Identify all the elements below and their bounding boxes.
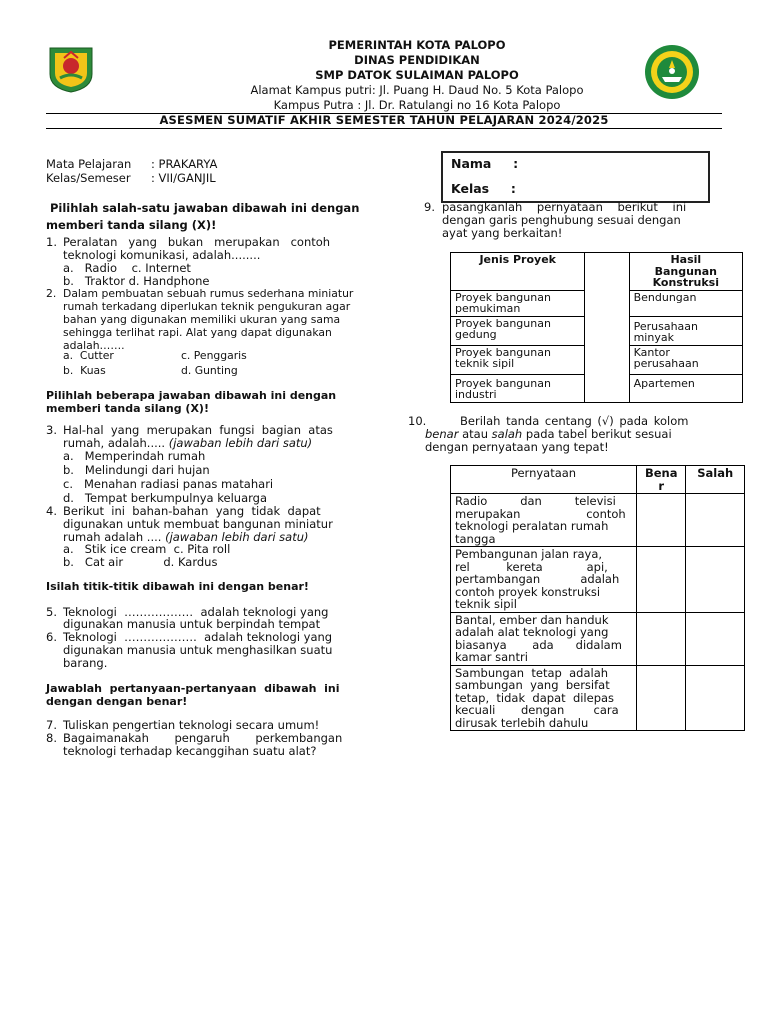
q10-row-1-false-cell[interactable] (686, 494, 745, 547)
section1-instruction-a: Pilihlah salah-satu jawaban dibawah ini dengan (50, 201, 360, 215)
exam-title: ASESMEN SUMATIF AKHIR SEMESTER TAHUN PELAJARAN 2024/2025 (159, 113, 609, 127)
q10-true-false-table (450, 465, 745, 731)
q1-options-bd: b. Traktor d. Handphone (63, 274, 210, 288)
q9-row-3-result: Kantor perusahaan (629, 345, 742, 374)
q9-row-1-project: Proyek bangunan pemukiman (451, 290, 585, 316)
q10-row-3-statement: Bantal, ember dan handuk adalah alat teknologi yang biasanya ada didalam kamar santri (451, 612, 637, 665)
q9-row-4-result: Apartemen (629, 374, 742, 402)
q10-row-3-true-cell[interactable] (637, 612, 686, 665)
q10-row-2-statement: Pembangunan jalan raya, rel kereta api, pertambangan adalah contoh proyek konstruksi teknik sipil (451, 547, 637, 613)
q10-row-4-false-cell[interactable] (686, 665, 745, 731)
section2-instruction-a: Pilihlah beberapa jawaban dibawah ini dengan (46, 389, 337, 402)
q10-row-4-true-cell[interactable] (637, 665, 686, 731)
q10-col-false: Salah (686, 466, 745, 494)
q9-row-1-result: Bendungan (629, 290, 742, 316)
header-government: PEMERINTAH KOTA PALOPO (328, 38, 506, 52)
header-department: DINAS PENDIDIKAN (354, 53, 480, 67)
q10-col-statement: Pernyataan (451, 466, 637, 494)
q9-row-4-project: Proyek bangunan industri (451, 374, 585, 402)
q9-connector-column[interactable] (585, 253, 629, 403)
q10-row-1-true-cell[interactable] (637, 494, 686, 547)
q9-col-result: Hasil Bangunan Konstruksi (629, 253, 742, 291)
class-label: Kelas/Semeser (46, 171, 131, 185)
q10-col-true: Bena r (637, 466, 686, 494)
q9-col-project: Jenis Proyek (451, 253, 585, 291)
section4-instruction-a: Jawablah pertanyaan-pertanyaan dibawah ini (46, 682, 340, 695)
q10-row-4-statement: Sambungan tetap adalah sambungan yang bersifat tetap, tidak dapat dilepas kecuali dengan cara dirusak terlebih dahulu (451, 665, 637, 731)
palopo-city-emblem-icon (46, 44, 96, 94)
q10-row-2-true-cell[interactable] (637, 547, 686, 613)
q9-row-2-project: Proyek bangunan gedung (451, 316, 585, 345)
class-field-label: Kelas : (451, 181, 516, 196)
subject-value: : PRAKARYA (151, 157, 218, 171)
q10-row-2-false-cell[interactable] (686, 547, 745, 613)
q1-options-ac: a. Radio c. Internet (63, 261, 191, 275)
section1-instruction-b: memberi tanda silang (X)! (46, 218, 217, 232)
section3-instruction: Isilah titik-titik dibawah ini dengan benar! (46, 580, 309, 593)
section2-instruction-b: memberi tanda silang (X)! (46, 402, 209, 415)
subject-label: Mata Pelajaran (46, 157, 132, 171)
section4-instruction-b: dengan dengan benar! (46, 695, 188, 708)
header-address-1: Alamat Kampus putri: Jl. Puang H. Daud No. 5 Kota Palopo (250, 83, 584, 97)
q9-row-2-result: Perusahaan minyak (629, 316, 742, 345)
q10-row-3-false-cell[interactable] (686, 612, 745, 665)
student-name-box[interactable] (441, 151, 710, 203)
header-address-2: Kampus Putra : Jl. Dr. Ratulangi no 16 Kota Palopo (273, 98, 561, 112)
q9-row-3-project: Proyek bangunan teknik sipil (451, 345, 585, 374)
class-value: : VII/GANJIL (151, 171, 216, 185)
name-field-label: Nama : (451, 156, 519, 171)
q9-matching-table (450, 252, 743, 403)
q10-row-1-statement: Radio dan televisi merupakan contoh teknologi peralatan rumah tangga (451, 494, 637, 547)
header-rule-bottom (46, 128, 722, 129)
header-school: SMP DATOK SULAIMAN PALOPO (315, 68, 519, 82)
letterhead (150, 38, 684, 113)
